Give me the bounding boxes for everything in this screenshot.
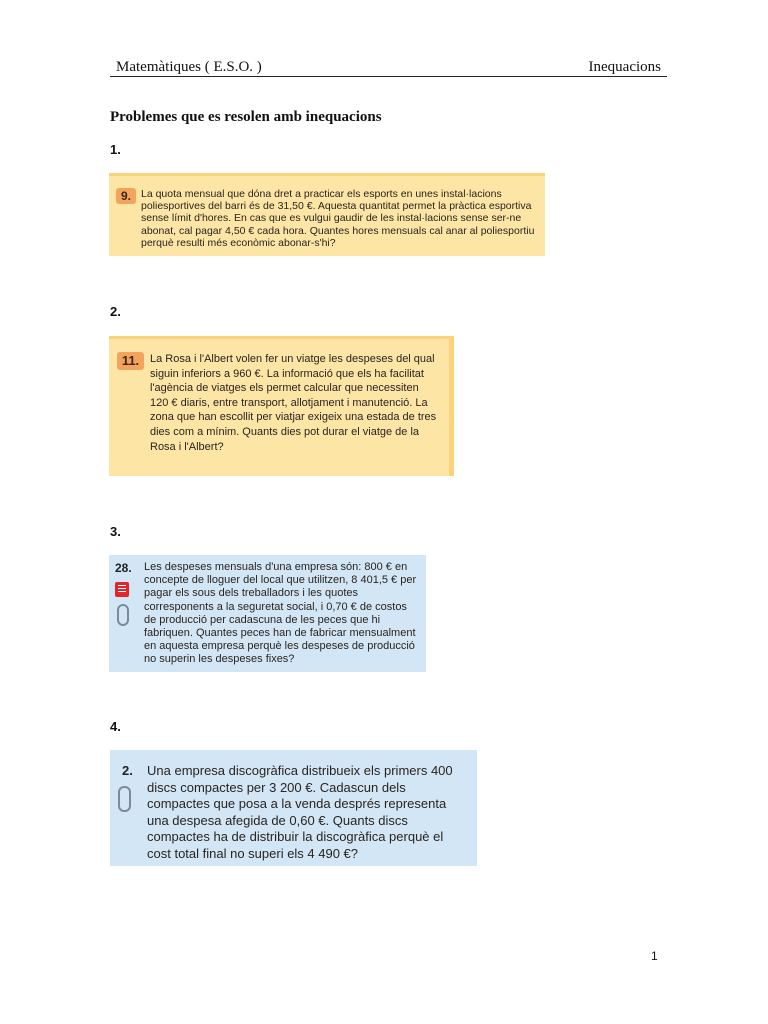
- section-title: Problemes que es resolen amb inequacions: [110, 109, 382, 125]
- problem-2-number: 2.: [110, 304, 121, 319]
- problem-4-text: Una empresa discogràfica distribueix els primers 400 discs compactes per 3 200 €. Cadascun dels compactes que posa a la venda després representa una despesa afegida de 0,60 €. Quants discs compactes ha de distribuir la discogràfica perquè el cost total final no superi els 4 490 €?: [147, 763, 453, 861]
- problem-3-text: Les despeses mensuals d'una empresa són: 800 € en concepte de lloguer del local que utilitzen, 8 401,5 € per pagar els sous dels treballadors i les quotes corresponents a la seguretat social, i 0,70 € de costos de producció per cadascuna de les peces que hi fabriquen. Quantes peces han de fabricar mensualment en aquesta empresa perquè les despeses de producció no superin les despeses fixes?: [144, 561, 417, 666]
- header-subject: Matemàtiques ( E.S.O. ): [116, 59, 262, 75]
- paperclip-icon: [117, 604, 129, 626]
- problem-3-number: 3.: [110, 524, 121, 539]
- problem-2-text: La Rosa i l'Albert volen fer un viatge les despeses del qual siguin inferiors a 960 €. La informació que els ha facilitat l'agència de viatges els permet calcular que necessiten 120 € diaris, entre transport, allotjament i manutenció. La zona que han escollit per viatjar exigeix una estada de tres dies com a mínim. Quants dies pot durar el viatge de la Rosa i l'Albert?: [150, 353, 437, 453]
- exercise-badge: 2.: [122, 763, 133, 778]
- problem-3-box: [109, 555, 426, 672]
- book-icon: [115, 582, 129, 597]
- exercise-badge: 11.: [117, 352, 144, 370]
- problem-2-box: [109, 336, 454, 476]
- exercise-badge: 28.: [115, 561, 132, 575]
- problem-1-box: [109, 173, 545, 256]
- header-topic: Inequacions: [588, 59, 661, 75]
- page-number: 1: [651, 949, 658, 963]
- problem-1-text: La quota mensual que dóna dret a practicar els esports en unes instal·lacions poliesportives del barri és de 31,50 €. Aquesta quantitat permet la pràctica esportiva sense límit d'hores. En cas que es vulgui gaudir de les instal·lacions sense ser-ne abonat, cal pagar 4,50 € cada hora. Quantes hores mensuals cal anar al poliesportiu perquè resulti més econòmic abonar-s'hi?: [141, 188, 535, 249]
- problem-4-number: 4.: [110, 719, 121, 734]
- paperclip-icon: [118, 786, 131, 812]
- problem-4-box: [110, 750, 477, 866]
- problem-1-number: 1.: [110, 142, 121, 157]
- exercise-badge: 9.: [116, 188, 136, 204]
- page-header: [110, 58, 667, 77]
